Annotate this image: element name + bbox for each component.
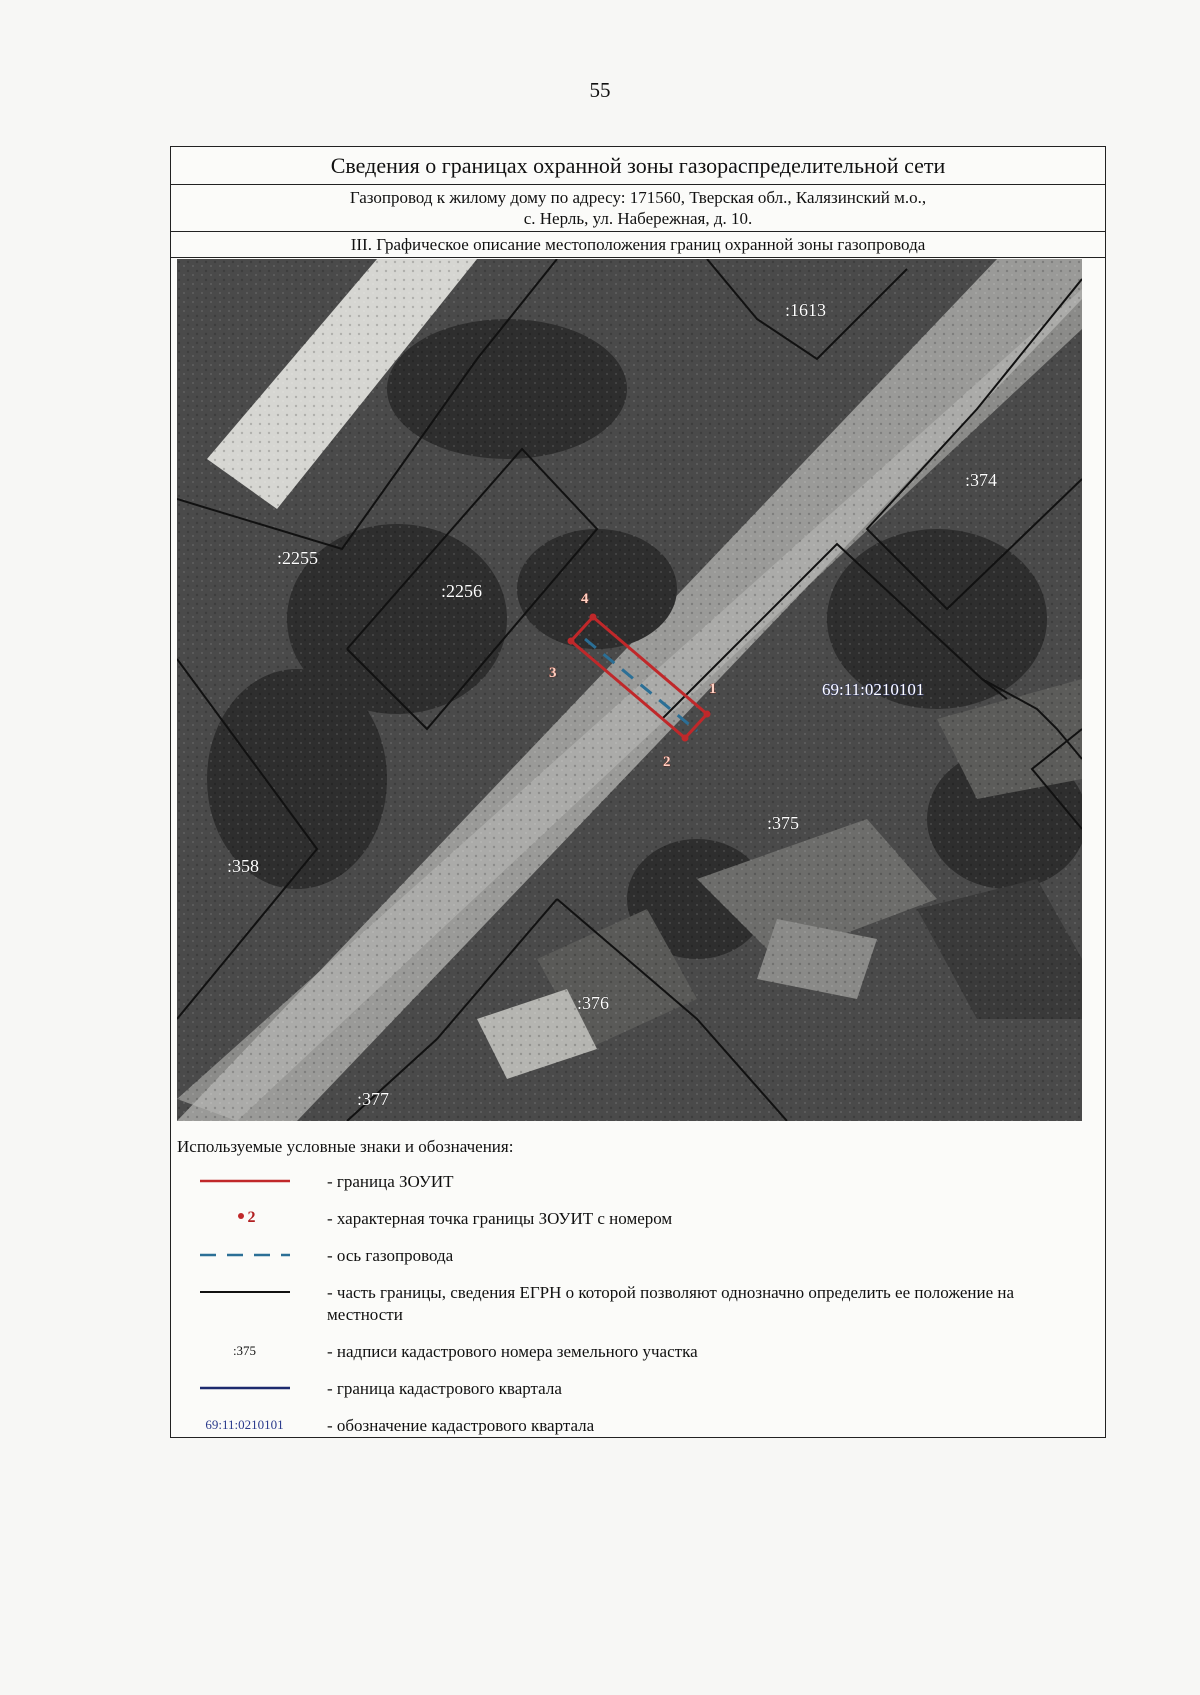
legend-item-point	[177, 1208, 1097, 1230]
zone-point-2	[682, 735, 689, 742]
parcel-label-377: :377	[357, 1089, 390, 1109]
parcel-label-1613: :1613	[785, 300, 827, 320]
legend-item-parcel-label	[177, 1341, 1097, 1363]
navy-line-symbol	[200, 1385, 290, 1391]
point-label-1: 1	[709, 681, 717, 697]
legend-item-gas-axis	[177, 1245, 1097, 1267]
zone-point-1	[704, 711, 711, 718]
object-line-2: с. Нерль, ул. Набережная, д. 10.	[523, 209, 753, 228]
point-symbol	[234, 1211, 248, 1225]
section-title: III. Графическое описание местоположения границ охранной зоны газопровода	[171, 232, 1105, 258]
map-canvas	[177, 259, 1082, 1121]
blue-dashed-line-symbol	[200, 1252, 290, 1258]
object-line-1: Газопровод к жилому дому по адресу: 171560, Тверская обл., Калязинский м.о.,	[349, 188, 927, 207]
point-symbol-number: 2	[247, 1209, 256, 1226]
protection-zone-sheet	[170, 146, 1106, 1438]
legend-text: - характерная точка границы ЗОУИТ с номером	[327, 1209, 673, 1228]
quarter-label-symbol: 69:11:0210101	[205, 1417, 284, 1432]
object-description	[171, 185, 1105, 232]
legend-item-quarter-label	[177, 1415, 1097, 1437]
parcel-label-2256: :2256	[441, 581, 483, 601]
legend-text: - граница ЗОУИТ	[327, 1172, 454, 1191]
point-label-2: 2	[663, 754, 671, 770]
legend-item-zone-boundary	[177, 1171, 1097, 1193]
legend-text: - обозначение кадастрового квартала	[327, 1416, 595, 1435]
red-line-symbol	[200, 1178, 290, 1184]
point-label-4: 4	[581, 591, 589, 607]
legend-text: - граница кадастрового квартала	[327, 1379, 562, 1398]
parcel-label-358: :358	[227, 856, 260, 876]
zone-point-3	[568, 638, 575, 645]
legend-text: - надписи кадастрового номера земельного участка	[327, 1342, 698, 1361]
sheet-title: Сведения о границах охранной зоны газораспределительной сети	[171, 147, 1105, 185]
legend-item-parcel-boundary	[177, 1282, 1097, 1326]
page-number: 55	[589, 78, 611, 102]
parcel-label-374: :374	[965, 470, 998, 490]
legend-text: - часть границы, сведения ЕГРН о которой позволяют однозначно определить ее положение на местности	[327, 1283, 1015, 1324]
parcel-label-symbol: :375	[232, 1343, 257, 1358]
legend-text: - ось газопровода	[327, 1246, 454, 1265]
point-label-3: 3	[549, 665, 557, 681]
parcel-label-376: :376	[577, 993, 610, 1013]
aerial-map	[177, 259, 1082, 1121]
zone-point-4	[590, 614, 597, 621]
black-line-symbol	[200, 1289, 290, 1295]
legend	[177, 1137, 1097, 1452]
parcel-label-375: :375	[767, 813, 800, 833]
legend-item-quarter-boundary	[177, 1378, 1097, 1400]
parcel-label-2255: :2255	[277, 548, 319, 568]
legend-title: Используемые условные знаки и обозначения:	[177, 1137, 514, 1156]
quarter-label: 69:11:0210101	[822, 680, 925, 699]
